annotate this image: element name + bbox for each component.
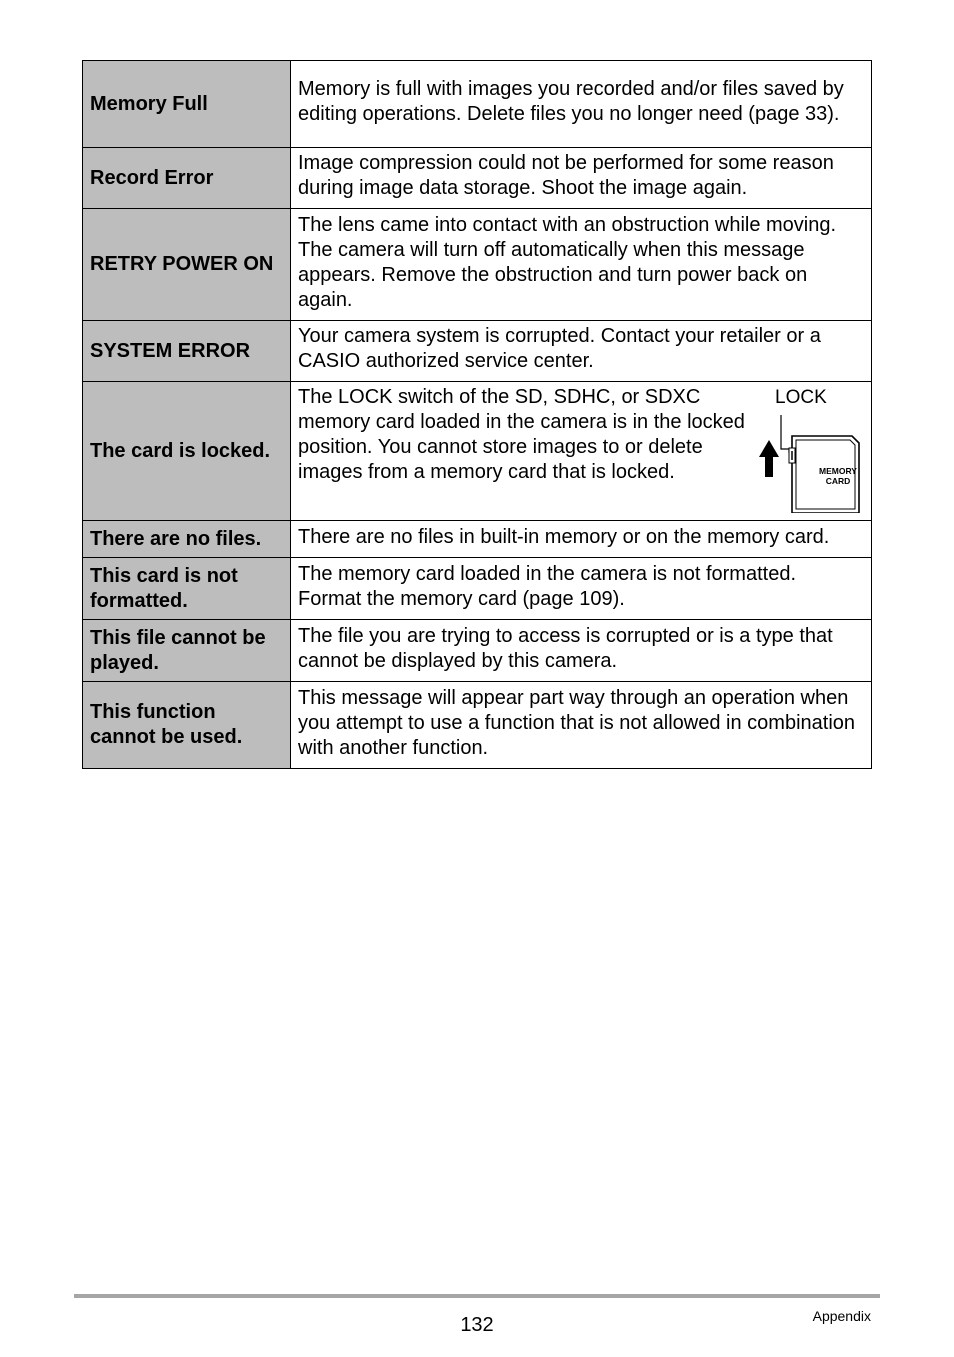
message-cell: This function cannot be used. bbox=[83, 682, 291, 769]
card-text-line2: CARD bbox=[825, 476, 851, 486]
table-row bbox=[83, 61, 872, 148]
table-row bbox=[83, 209, 872, 321]
description-cell: Your camera system is corrupted. Contact your retailer or a CASIO authorized service center. bbox=[291, 321, 872, 382]
table-row bbox=[83, 558, 872, 620]
message-cell: SYSTEM ERROR bbox=[83, 321, 291, 382]
description-cell: Memory is full with images you recorded and/or files saved by editing operations. Delete files you no longer need (page 33). bbox=[291, 61, 872, 148]
error-message-table bbox=[82, 60, 872, 769]
section-label: Appendix bbox=[812, 1308, 871, 1324]
description-cell: The lens came into contact with an obstruction while moving. The camera will turn off automatically when this message appears. Remove the obstruction and turn power back on again. bbox=[291, 209, 872, 321]
page-number: 132 bbox=[460, 1314, 494, 1336]
table-row bbox=[83, 321, 872, 382]
message-cell: The card is locked. bbox=[83, 382, 291, 521]
message-cell: Memory Full bbox=[83, 61, 291, 148]
table-row bbox=[83, 382, 872, 521]
message-cell: RETRY POWER ON bbox=[83, 209, 291, 321]
message-cell: This file cannot be played. bbox=[83, 620, 291, 682]
description-cell: This message will appear part way through an operation when you attempt to use a function that is not allowed in combination with another function. bbox=[291, 682, 872, 769]
lock-switch-figure bbox=[755, 385, 865, 513]
message-cell: Record Error bbox=[83, 148, 291, 209]
card-text-line1: MEMORY bbox=[819, 466, 857, 476]
description-cell: The file you are trying to access is corrupted or is a type that cannot be displayed by this camera. bbox=[291, 620, 872, 682]
up-arrow-icon bbox=[759, 440, 779, 477]
table-row bbox=[83, 148, 872, 209]
footer-divider bbox=[74, 1294, 880, 1298]
description-cell: Image compression could not be performed for some reason during image data storage. Shoot the image again. bbox=[291, 148, 872, 209]
table-row bbox=[83, 521, 872, 558]
message-cell: This card is not formatted. bbox=[83, 558, 291, 620]
table-row bbox=[83, 620, 872, 682]
message-cell: There are no files. bbox=[83, 521, 291, 558]
lock-description-text: The LOCK switch of the SD, SDHC, or SDXC memory card loaded in the camera is in the locked position. You cannot store images to or delete images from a memory card that is locked. bbox=[298, 386, 745, 483]
table-row bbox=[83, 682, 872, 769]
description-cell bbox=[291, 382, 872, 521]
lock-description bbox=[298, 385, 865, 513]
description-cell: There are no files in built-in memory or on the memory card. bbox=[291, 521, 872, 558]
description-cell: The memory card loaded in the camera is not formatted. Format the memory card (page 109). bbox=[291, 558, 872, 620]
lock-label: LOCK bbox=[775, 387, 827, 408]
